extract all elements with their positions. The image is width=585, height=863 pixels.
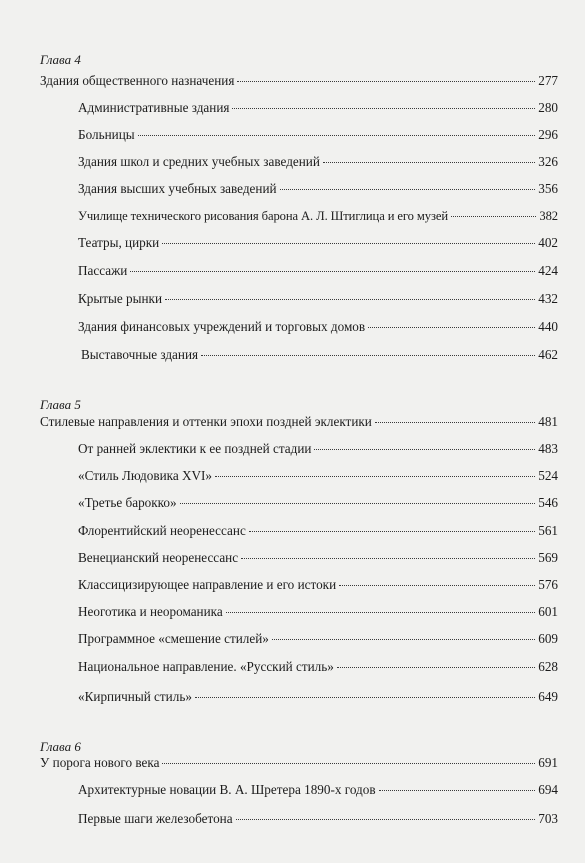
toc-page-number: 561 (538, 523, 558, 538)
toc-page-number: 576 (538, 577, 558, 592)
toc-page-number: 691 (538, 755, 558, 770)
toc-entry-title: Флорентийский неоренессанс (78, 523, 246, 538)
toc-page-number: 402 (538, 235, 558, 250)
toc-entry-title: Неоготика и неороманика (78, 604, 223, 619)
toc-entry[interactable] (78, 262, 558, 280)
toc-entry-title: Административные здания (78, 100, 230, 115)
toc-entry[interactable] (78, 99, 558, 117)
dot-leader (339, 585, 535, 586)
toc-entry-title: Программное «смешение стилей» (78, 631, 269, 646)
dot-leader (232, 108, 535, 109)
toc-page-number: 628 (538, 659, 558, 674)
dot-leader (337, 667, 535, 668)
toc-chapter-title[interactable] (40, 72, 558, 90)
toc-page-number: 432 (538, 291, 558, 306)
toc-chapter-title[interactable] (40, 754, 558, 772)
toc-entry-title: Выставочные здания (81, 347, 199, 362)
toc-page-number: 703 (538, 811, 558, 826)
toc-entry[interactable] (78, 522, 558, 540)
toc-entry[interactable] (78, 126, 558, 144)
toc-page-number: 601 (538, 604, 558, 619)
toc-entry-title: Пассажи (78, 263, 128, 278)
toc-entry[interactable] (78, 603, 558, 621)
toc-entry[interactable] (78, 467, 558, 485)
dot-leader (215, 476, 535, 477)
toc-entry[interactable] (78, 153, 558, 171)
toc-page-number: 296 (538, 127, 558, 142)
toc-page-number: 649 (538, 689, 558, 704)
toc-entry[interactable] (78, 688, 558, 706)
toc-entry[interactable] (78, 658, 558, 676)
toc-entry-title: Театры, цирки (78, 235, 160, 250)
dot-leader (130, 271, 535, 272)
toc-entry[interactable] (78, 207, 558, 225)
dot-leader (180, 503, 536, 504)
toc-entry-title: Национальное направление. «Русский стиль» (78, 659, 334, 674)
toc-page-number: 483 (538, 441, 558, 456)
toc-entry-title: «Кирпичный стиль» (78, 689, 192, 704)
toc-entry-title: Классицизирующее направление и его истоки (78, 577, 337, 592)
toc-chapter-title[interactable] (40, 413, 558, 431)
toc-page-number: 382 (539, 209, 558, 223)
toc-entry-title: Здания общественного назначения (40, 73, 235, 88)
toc-entry-title: Архитектурные новации В. А. Шретера 1890-х годов (78, 782, 376, 797)
toc-entry-title: Здания школ и средних учебных заведений (78, 154, 320, 169)
dot-leader (201, 355, 535, 356)
toc-entry-title: «Третье барокко» (78, 495, 177, 510)
dot-leader (241, 558, 535, 559)
dot-leader (236, 819, 536, 820)
toc-entry[interactable] (78, 290, 558, 308)
dot-leader (379, 790, 536, 791)
toc-page-number: 462 (538, 347, 558, 362)
toc-entry[interactable] (78, 576, 558, 594)
toc-page-number: 569 (538, 550, 558, 565)
toc-entry[interactable] (78, 440, 558, 458)
dot-leader (237, 81, 535, 82)
toc-page-number: 280 (538, 100, 558, 115)
toc-entry[interactable] (78, 549, 558, 567)
toc-entry-title: От ранней эклектики к ее поздней стадии (78, 441, 312, 456)
dot-leader (272, 639, 535, 640)
toc-entry[interactable] (78, 494, 558, 512)
toc-entry[interactable] (78, 318, 558, 336)
toc-page-number: 609 (538, 631, 558, 646)
toc-entry-title: Первые шаги железобетона (78, 811, 233, 826)
toc-entry[interactable] (78, 234, 558, 252)
toc-entry-title: Венецианский неоренессанс (78, 550, 239, 565)
toc-entry[interactable] (78, 781, 558, 799)
dot-leader (162, 243, 535, 244)
dot-leader (323, 162, 535, 163)
dot-leader (249, 531, 535, 532)
toc-entry-title: Больницы (78, 127, 135, 142)
toc-page-number: 694 (538, 782, 558, 797)
toc-entry-title: Училище технического рисования барона А. Л. Штиглица и его музей (78, 209, 448, 223)
chapter-label: Глава 5 (40, 397, 81, 412)
toc-entry-title: Здания финансовых учреждений и торговых домов (78, 319, 366, 334)
toc-entry[interactable] (78, 630, 558, 648)
toc-entry-title: У порога нового века (40, 755, 160, 770)
dot-leader (138, 135, 536, 136)
toc-page-number: 524 (538, 468, 558, 483)
toc-page-number: 277 (538, 73, 558, 88)
dot-leader (162, 763, 535, 764)
dot-leader (314, 449, 535, 450)
chapter-label: Глава 4 (40, 52, 81, 67)
dot-leader (280, 189, 536, 190)
dot-leader (368, 327, 535, 328)
dot-leader (226, 612, 535, 613)
toc-page-number: 356 (538, 181, 558, 196)
toc-entry-title: Здания высших учебных заведений (78, 181, 277, 196)
toc-entry-title: Крытые рынки (78, 291, 162, 306)
toc-page-number: 424 (538, 263, 558, 278)
chapter-label: Глава 6 (40, 739, 81, 754)
dot-leader (165, 299, 535, 300)
toc-page-number: 546 (538, 495, 558, 510)
toc-entry-title: «Стиль Людовика XVI» (78, 468, 213, 483)
toc-page-number: 326 (538, 154, 558, 169)
toc-page-number: 440 (538, 319, 558, 334)
dot-leader (195, 697, 535, 698)
dot-leader (375, 422, 535, 423)
toc-entry[interactable] (78, 810, 558, 828)
toc-entry[interactable] (81, 346, 558, 364)
toc-entry-title: Стилевые направления и оттенки эпохи поздней эклектики (40, 414, 372, 429)
toc-entry[interactable] (78, 180, 558, 198)
dot-leader (451, 216, 536, 217)
toc-page-number: 481 (538, 414, 558, 429)
